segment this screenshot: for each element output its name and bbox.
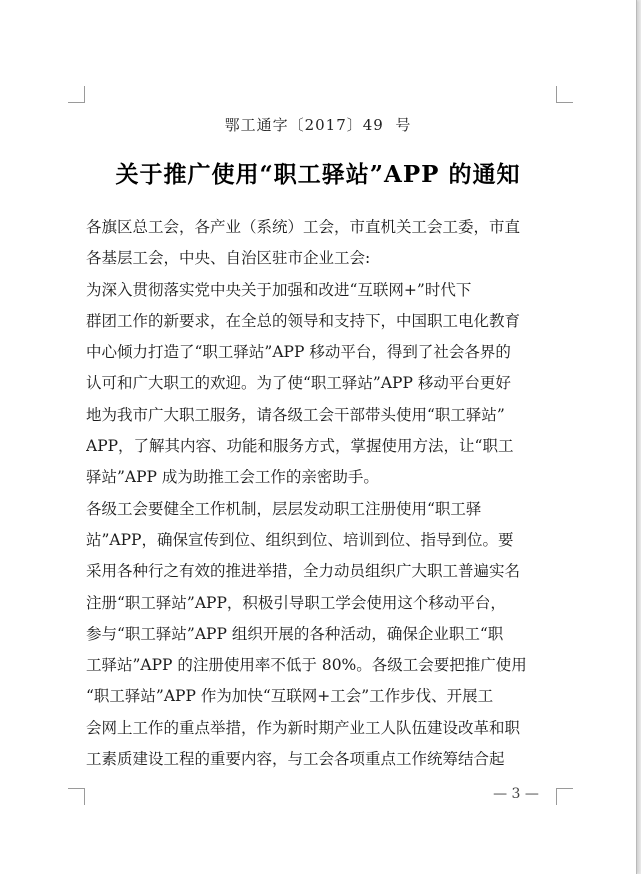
- body-line: 各级工会要健全工作机制，层层发动职工注册使用“职工驿: [86, 499, 482, 518]
- body-line: APP，了解其内容、功能和服务方式，掌握使用方法，让“职工: [86, 437, 514, 456]
- body-line: 采用各种行之有效的推进举措，全力动员组织广大职工普遍实名: [86, 562, 521, 581]
- body-line: 站”APP，确保宣传到位、组织到位、培训到位、指导到位。要: [86, 530, 514, 549]
- crop-mark-bottom-right: [556, 788, 573, 805]
- body-line: 群团工作的新要求，在全总的领导和支持下，中国职工电化教育: [86, 311, 521, 330]
- body-line: 为深入贯彻落实党中央关于加强和改进“互联网+”时代下: [86, 280, 472, 299]
- body-line: “职工驿站”APP 作为加快“互联网+工会”工作步伐、开展工: [86, 687, 494, 706]
- body-line: 各基层工会，中央、自治区驻市企业工会:: [86, 249, 371, 268]
- page-number: — 3 —: [493, 786, 539, 802]
- body-line: 工素质建设工程的重要内容，与工会各项重点工作统筹结合起: [86, 750, 505, 769]
- document-title: 关于推广使用“职工驿站”APP 的通知: [115, 161, 521, 188]
- body-line: 驿站”APP 成为助推工会工作的亲密助手。: [86, 468, 379, 487]
- crop-mark-bottom-left: [68, 788, 85, 805]
- document-number: 鄂工通字〔2017〕49 号: [224, 116, 412, 134]
- body-line: 各旗区总工会，各产业（系统）工会，市直机关工会工委，市直: [86, 218, 521, 236]
- crop-mark-top-left: [68, 86, 85, 103]
- crop-mark-top-right: [556, 86, 573, 103]
- body-line: 工驿站”APP 的注册使用率不低于 80%。各级工会要把推广使用: [86, 656, 527, 675]
- document-body: [86, 212, 558, 775]
- body-line: 认可和广大职工的欢迎。为了使“职工驿站”APP 移动平台更好: [86, 374, 511, 393]
- body-line: 参与“职工驿站”APP 组织开展的各种活动，确保企业职工“职: [86, 624, 504, 643]
- body-line: 中心倾力打造了“职工驿站”APP 移动平台，得到了社会各界的: [86, 343, 511, 362]
- body-line: 地为我市广大职工服务，请各级工会干部带头使用“职工驿站”: [86, 405, 505, 424]
- body-line: 注册“职工驿站”APP，积极引导职工学会使用这个移动平台，: [86, 593, 506, 612]
- body-line: 会网上工作的重点举措，作为新时期产业工人队伍建设改革和职: [86, 718, 521, 737]
